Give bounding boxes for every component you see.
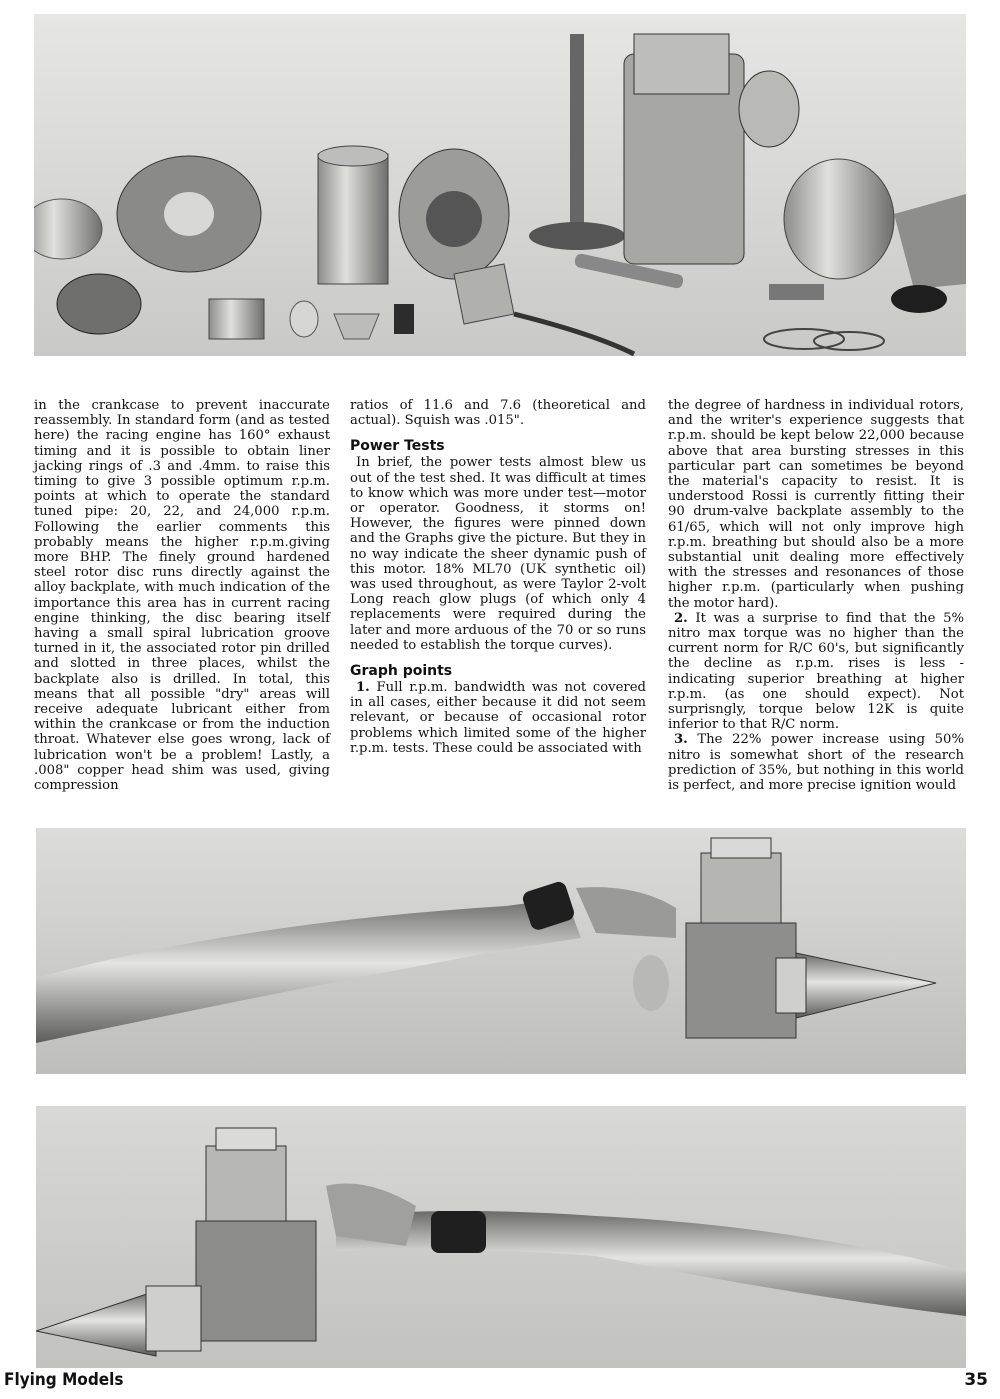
engine-side-view-photo [36, 1106, 966, 1368]
point-number: 1. [356, 680, 370, 696]
engine-parts-photo [34, 14, 966, 356]
section-heading-power-tests: Power Tests [350, 438, 445, 455]
point-text: Full r.p.m. bandwidth was not covered in all cases, either because it did not seem relevant, or because of occasional rotor problems which limited some of the higher r.p.m. tests. These could be associated with [350, 680, 646, 756]
paragraph: in the crankcase to prevent inaccurate reassembly. In standard form (and as tested here) the racing engine has 160° exhaust timing and it is possible to obtain liner jacking rings of .3 and .4mm. to raise this timing to give 3 possible optimum r.p.m. points at which to operate the standard tuned pipe: 20, 22, and 24,000 r.p.m. Following the earlier comments this probably means the higher r.p.m.giving more BHP. The finely ground hardened steel rotor disc runs directly against the alloy backplate, with much indication of the importance this area has in current racing engine thinking, the disc bearing itself having a small spiral lubrication groove turned in it, the associated rotor pin drilled and slotted in three places, whilst the backplate also is drilled. In total, this means that all possible "dry" areas will receive adequate lubricant either from within the crankcase or from the induction throat. Whatever else goes wrong, lack of lubrication won't be a problem! Lastly, a .008" copper head shim was used, giving compression [34, 398, 330, 794]
point-text: The 22% power increase using 50% nitro is somewhat short of the research prediction of 35%, but nothing in this world is perfect, and more precise ignition would [668, 732, 964, 794]
graph-point-2 [668, 611, 964, 733]
point-number: 3. [674, 732, 688, 748]
paragraph: ratios of 11.6 and 7.6 (theoretical and actual). Squish was .015". [350, 398, 646, 429]
section-heading-graph-points: Graph points [350, 663, 453, 680]
article-column-1 [34, 398, 330, 793]
graph-point-1 [350, 680, 646, 756]
page-number: 35 [964, 1370, 988, 1390]
article-column-2 [350, 398, 646, 756]
graph-point-3 [668, 732, 964, 793]
paragraph: the degree of hardness in individual rotors, and the writer's experience suggests that r.p.m. should be kept below 22,000 because above that area bursting stresses in this particular part can sometimes be beyond the material's capacity to resist. It is understood Rossi is currently fitting their 90 drum-valve backplate assembly to the 61/65, which will not only improve high r.p.m. breathing but should also be a more substantial unit dealing more effectively with the stresses and resonances of those higher r.p.m. (particularly when pushing the motor hard). [668, 398, 964, 611]
paragraph: In brief, the power tests almost blew us out of the test shed. It was difficult at times to know which was more under test—motor or operator. Goodness, it storms on! However, the figures were pinned down and the Graphs give the picture. But they in no way indicate the sheer dynamic push of this motor. 18% ML70 (UK synthetic oil) was used throughout, as were Taylor 2-volt Long reach glow plugs (of which only 4 replacements were required during the later and more arduous of the 70 or so runs needed to establish the torque curves). [350, 455, 646, 653]
point-number: 2. [674, 610, 688, 626]
point-text: It was a surprise to find that the 5% nitro max torque was no higher than the current norm for R/C 60's, but significantly the decline as r.p.m. rises is less - indicating superior breathing at higher r.p.m. (as one should expect). Not surprisngly, torque below 12K is quite inferior to that R/C norm. [668, 610, 964, 733]
article-column-3 [668, 398, 964, 793]
magazine-name: Flying Models [4, 1370, 124, 1390]
engine-with-tuned-pipe-photo [36, 828, 966, 1074]
